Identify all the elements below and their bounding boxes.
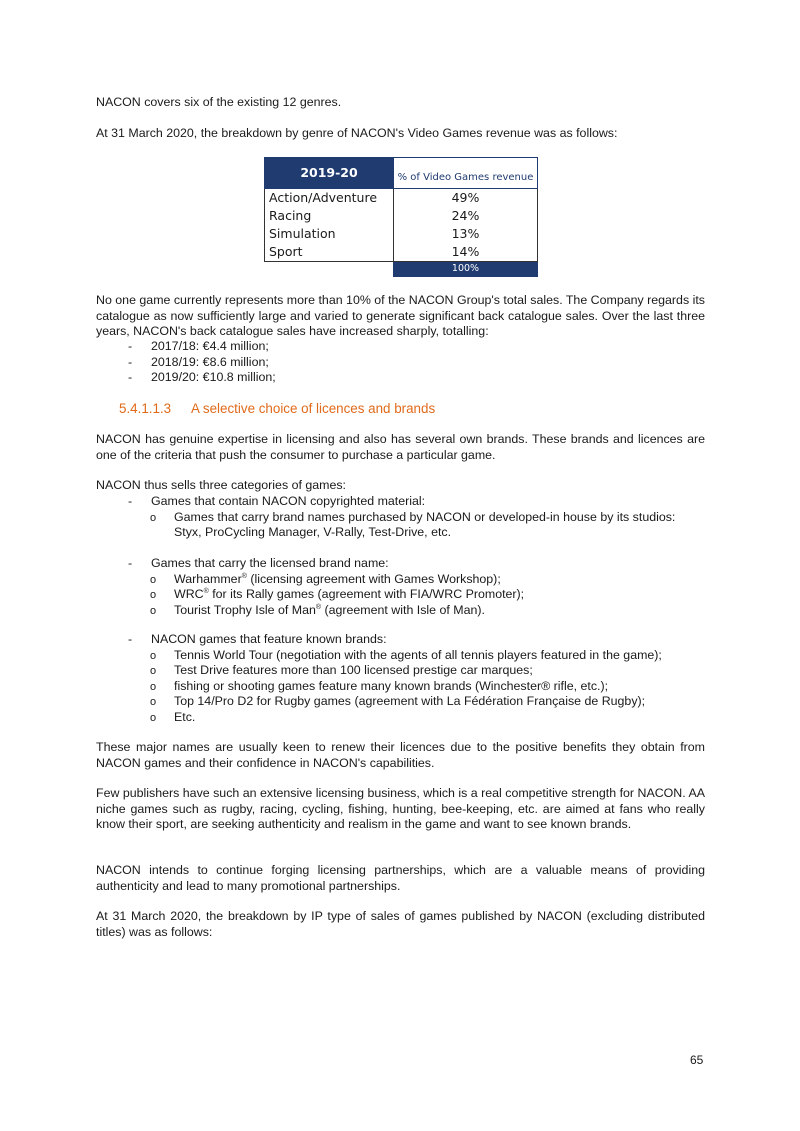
category-title: Games that carry the licensed brand name: bbox=[151, 556, 389, 570]
category-1-items bbox=[150, 510, 705, 541]
registered-mark: ® bbox=[203, 588, 209, 595]
table-total: 100% bbox=[394, 262, 538, 277]
table-header-year: 2019-20 bbox=[265, 158, 394, 189]
registered-mark: ® bbox=[241, 572, 247, 580]
bullet-marker: o bbox=[150, 589, 157, 601]
genre-pct: 13% bbox=[394, 225, 538, 243]
list-item bbox=[150, 694, 705, 710]
genre-pct: 49% bbox=[394, 189, 538, 208]
list-item-text: 2019/20: €10.8 million; bbox=[151, 370, 276, 384]
genre-name: Simulation bbox=[265, 225, 394, 243]
section-title: A selective choice of licences and brands bbox=[191, 401, 436, 416]
list-item bbox=[150, 587, 705, 603]
category-title: NACON games that feature known brands: bbox=[151, 632, 387, 646]
section-heading bbox=[119, 401, 435, 416]
dash-marker: - bbox=[128, 354, 133, 369]
dash-marker: - bbox=[128, 556, 133, 570]
brand-detail: (agreement with Isle of Man). bbox=[321, 602, 485, 617]
back-catalogue-paragraph: No one game currently represents more than 10% of the NACON Group's total sales. The Company regards its catalogue as now sufficiently large and varied to generate significant back catalogue sales. Over the last three years, NACON's back catalogue sales have increased sharply, totalling: bbox=[96, 293, 705, 338]
category-title: Games that contain NACON copyrighted material: bbox=[151, 494, 426, 508]
list-item bbox=[150, 663, 705, 679]
bullet-marker: o bbox=[150, 511, 157, 524]
genre-name: Sport bbox=[265, 243, 394, 262]
partnerships-paragraph: NACON intends to continue forging licensing partnerships, which are a valuable means of providing authenticity and lead to many promotional partnerships. bbox=[96, 863, 705, 893]
licensing-paragraph: NACON has genuine expertise in licensing and also has several own brands. These brands and licences are one of the criteria that push the consumer to purchase a particular game. bbox=[96, 432, 705, 462]
category-3-items bbox=[150, 648, 705, 726]
genre-pct: 24% bbox=[394, 207, 538, 225]
section-number: 5.4.1.1.3 bbox=[119, 401, 172, 416]
categories-intro: NACON thus sells three categories of games: bbox=[96, 478, 346, 492]
registered-mark: ® bbox=[315, 603, 322, 611]
brand-detail: for its Rally games (agreement with FIA/WRC Promoter); bbox=[208, 587, 525, 601]
list-item bbox=[150, 510, 705, 541]
category-2-items bbox=[150, 572, 705, 619]
breakdown-line: At 31 March 2020, the breakdown by genre of NACON's Video Games revenue was as follows: bbox=[96, 126, 618, 140]
bullet-marker: o bbox=[150, 711, 157, 724]
dash-marker: - bbox=[128, 632, 133, 646]
genre-name: Action/Adventure bbox=[265, 189, 394, 208]
genres-line: NACON covers six of the existing 12 genres. bbox=[96, 95, 342, 109]
renew-paragraph: These major names are usually keen to renew their licences due to the positive benefits they obtain from NACON games and their confidence in NACON's capabilities. bbox=[96, 740, 705, 770]
table-header-pct: % of Video Games revenue bbox=[394, 158, 538, 189]
bullet-marker: o bbox=[150, 696, 157, 708]
list-item-text: Etc. bbox=[174, 709, 196, 724]
page-number: 65 bbox=[690, 1053, 704, 1067]
list-item bbox=[150, 710, 705, 726]
dash-marker: - bbox=[128, 494, 133, 508]
list-item-text: 2017/18: €4.4 million; bbox=[151, 339, 269, 353]
brand-detail: (licensing agreement with Games Workshop); bbox=[246, 571, 501, 586]
table-total-spacer bbox=[265, 262, 394, 277]
bullet-marker: o bbox=[150, 665, 157, 677]
table-row bbox=[265, 225, 538, 243]
bullet-marker: o bbox=[150, 680, 157, 693]
brand-name: WRC bbox=[174, 587, 204, 601]
table-row bbox=[265, 243, 538, 262]
genre-pct: 14% bbox=[394, 243, 538, 262]
list-item-text: Top 14/Pro D2 for Rugby games (agreement with La Fédération Française de Rugby); bbox=[174, 694, 646, 708]
list-item-text: fishing or shooting games feature many known brands (Winchester® rifle, etc.); bbox=[174, 678, 609, 693]
table-row bbox=[265, 189, 538, 208]
list-item bbox=[150, 679, 705, 695]
publishers-paragraph: Few publishers have such an extensive licensing business, which is a real competitive strength for NACON. AA niche games such as rugby, racing, cycling, fishing, hunting, bee-keeping, etc. are aimed at fans who really know their sport, are seeking authenticity and realism in the game and want to see known brands. bbox=[96, 786, 705, 831]
list-item bbox=[150, 648, 705, 664]
list-item-text: Tennis World Tour (negotiation with the agents of all tennis players featured in the game); bbox=[174, 647, 662, 662]
brand-name: Tourist Trophy Isle of Man bbox=[174, 602, 316, 617]
dash-marker: - bbox=[128, 370, 133, 384]
dash-marker: - bbox=[128, 339, 133, 353]
table-row bbox=[265, 207, 538, 225]
bullet-marker: o bbox=[150, 604, 157, 617]
bullet-marker: o bbox=[150, 649, 157, 662]
ip-breakdown-paragraph: At 31 March 2020, the breakdown by IP type of sales of games published by NACON (excluding distributed titles) was as follows: bbox=[96, 909, 705, 939]
bullet-marker: o bbox=[150, 573, 157, 586]
genre-name: Racing bbox=[265, 207, 394, 225]
brand-name: Warhammer bbox=[174, 571, 242, 586]
list-item bbox=[150, 603, 705, 619]
list-item-text: 2018/19: €8.6 million; bbox=[151, 354, 269, 369]
list-item-text: Test Drive features more than 100 licensed prestige car marques; bbox=[174, 663, 533, 677]
list-item bbox=[150, 572, 705, 588]
genre-revenue-table bbox=[264, 157, 538, 277]
list-item-text: Games that carry brand names purchased by NACON or developed-in house by its studios: Styx, ProCycling Manager, V-Rally, Test-Drive, etc. bbox=[174, 509, 676, 539]
